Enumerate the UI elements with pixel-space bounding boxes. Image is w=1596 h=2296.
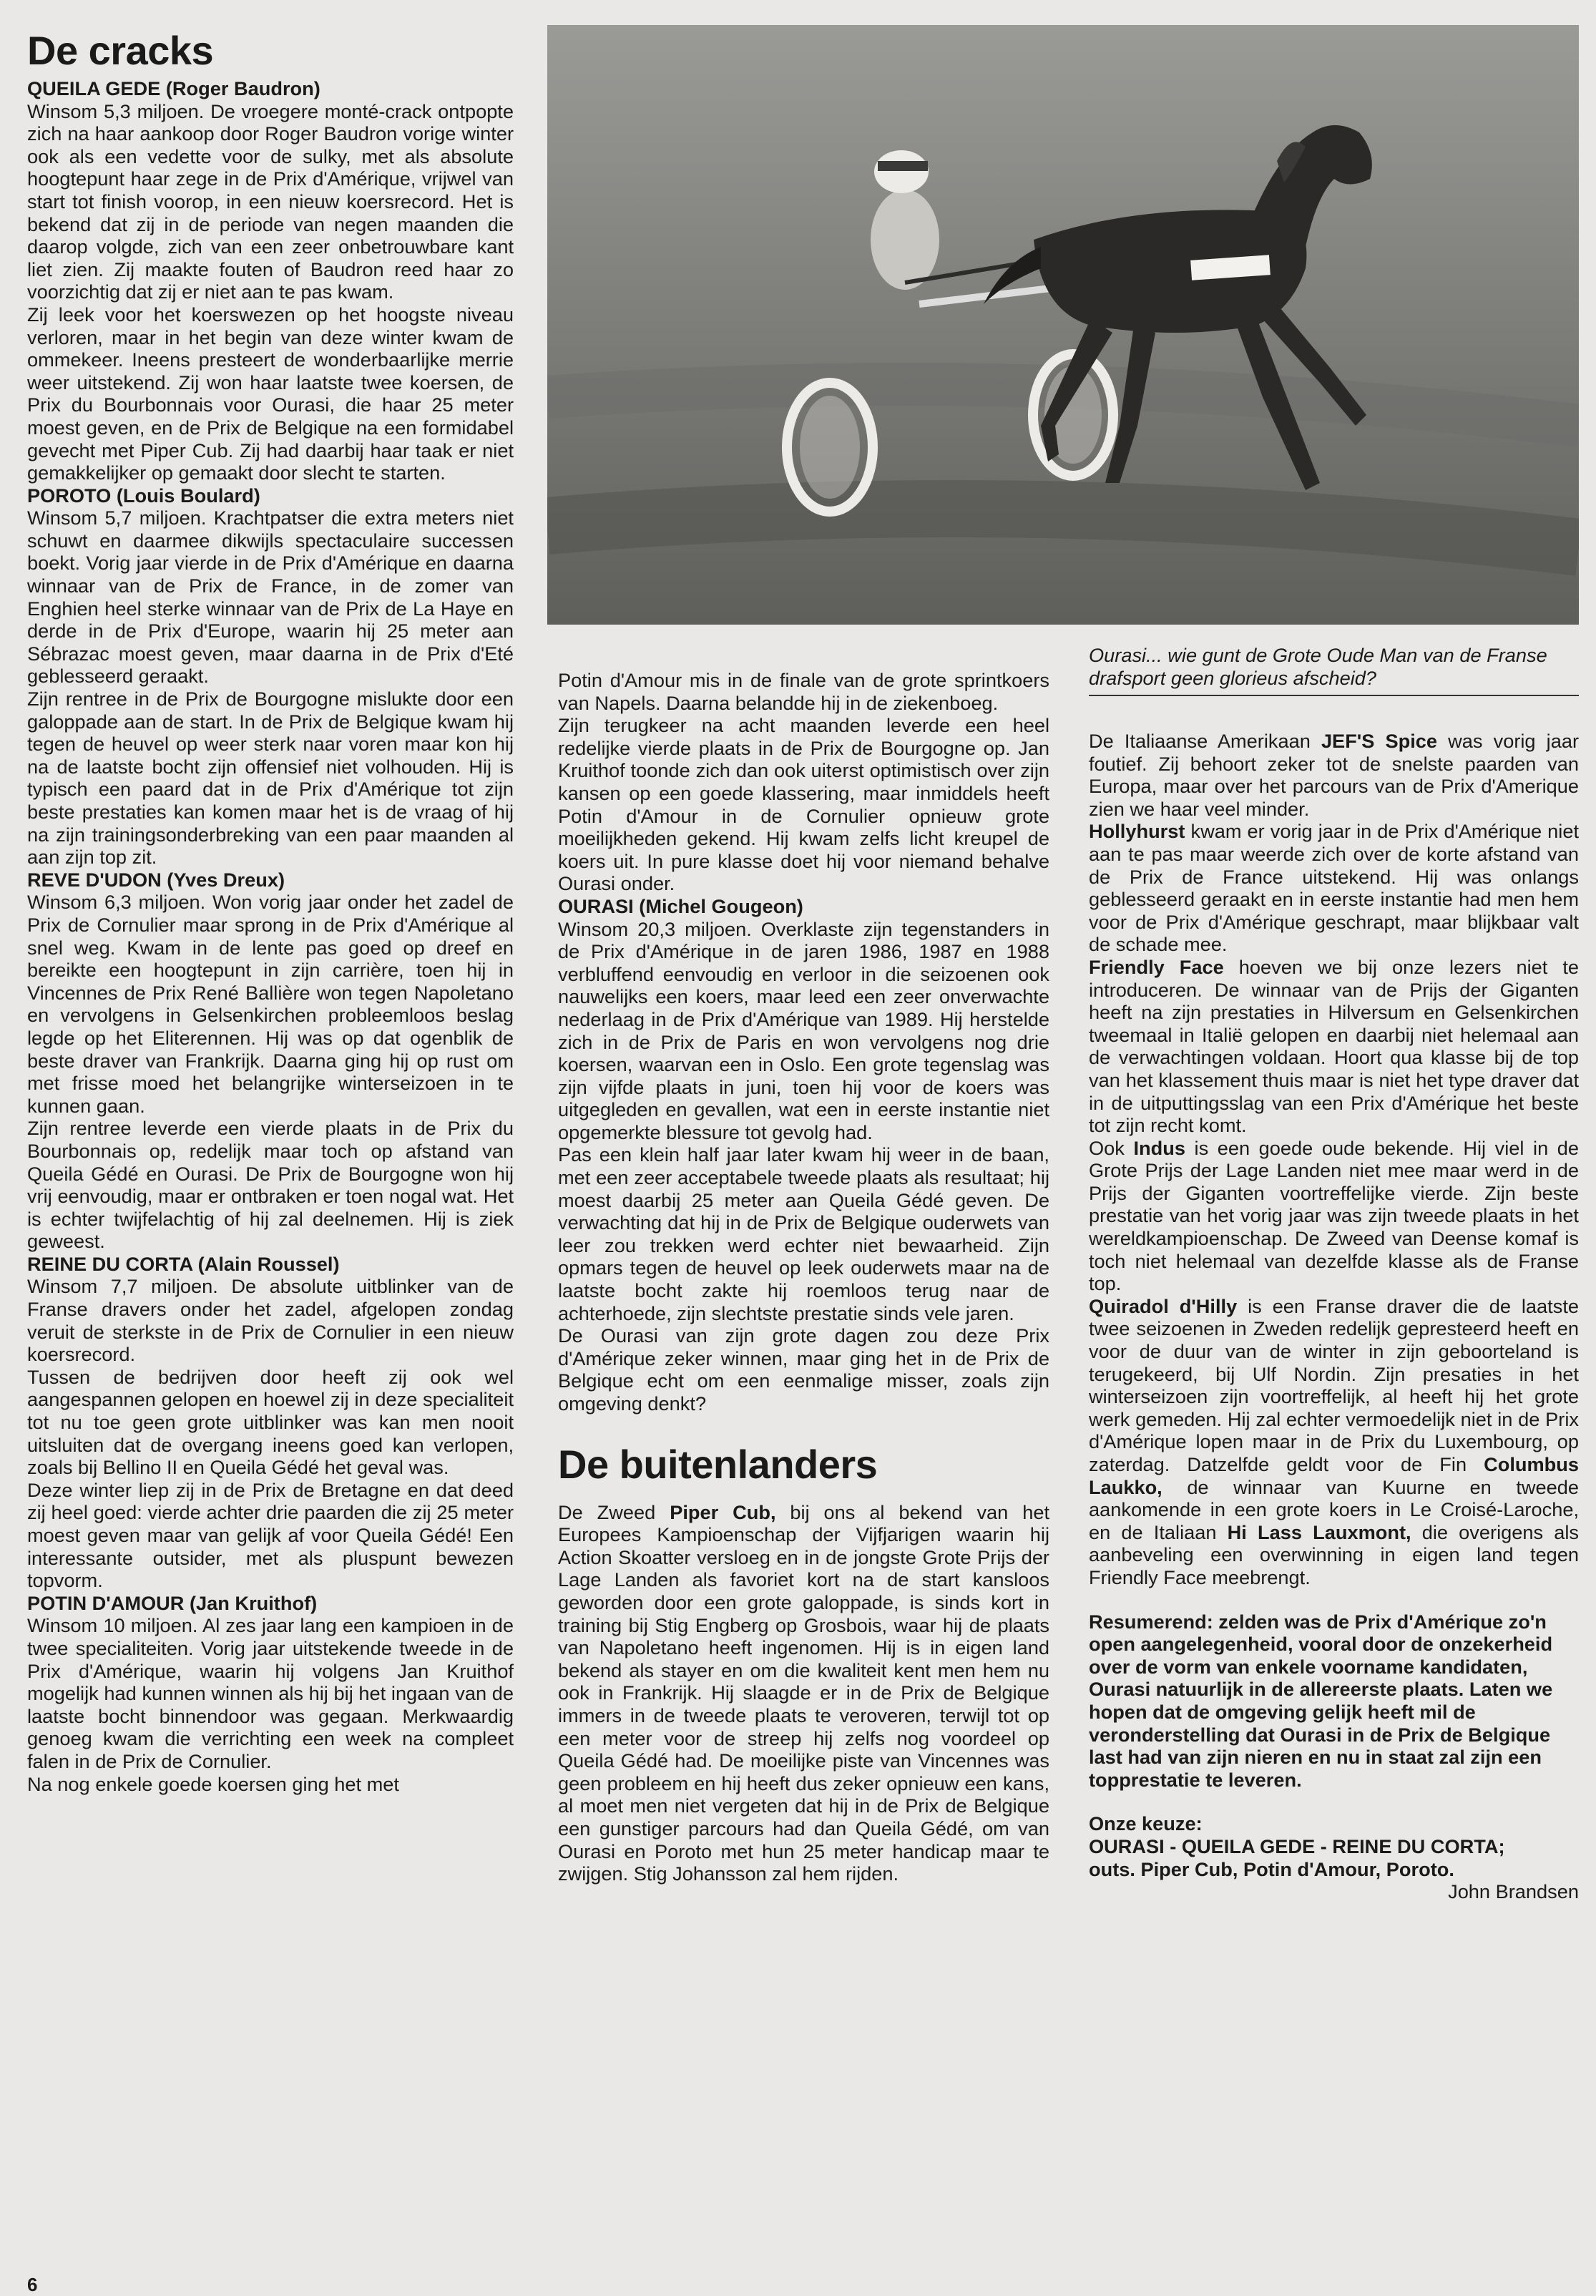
paragraph: Pas een klein half jaar later kwam hij weer in de baan, met een zeer acceptabele tweede plaats als resultaat; hij moest daarbij 25 meter aan Queila Gédé geven. De verwachting dat hij in de Prix de Belgique ouderwets van leer zou trekken werd echter niet bewaarheid. Zijn opmars tegen de heuvel op leek ouderwets maar na de laatste bocht zakte hij roemloos terug naar de achterhoede, zijn slechtste prestatie sinds vele jaren. [558,1143,1049,1324]
text: Ook [1089,1136,1134,1159]
paragraph: Winsom 20,3 miljoen. Overklaste zijn tegenstanders in de Prix d'Amérique in de jaren 1986, 1987 en 1988 verbluffend eenvoudig en verloor in die seizoenen ook nauwelijks een koers, maar leed een zeer onverwachte nederlaag in de Prix d'Amérique van 1989. Hij herstelde zich in de Prix de Paris en won vervolgens nog drie koersen, waarvan een in Oslo. Een grote tegenslag was zijn vijfde plaats in juni, toen hij voor de koers was uitgegleden en gevallen, wat een in eerste instantie niet opgemerkte blessure tot gevolg had. [558,917,1049,1143]
paragraph-piper-cub [558,1501,1049,1885]
horse-name: Indus [1133,1136,1185,1159]
text: De Zweed [558,1500,670,1523]
text: die overigens als aanbeveling een overwinning in eigen land tegen Friendly Face meebrengt. [1089,1520,1579,1588]
heading-poroto: POROTO (Louis Boulard) [27,484,260,507]
horse-name: Friendly Face [1089,955,1224,978]
choice-label: Onze keuze: [1089,1812,1203,1835]
photo-caption: Ourasi... wie gunt de Grote Oude Man van de Franse drafsport geen glorieus afscheid? [1089,644,1579,696]
paragraph: Winsom 5,3 miljoen. De vroegere monté-crack ontpopte zich na haar aankoop door Roger Baudron vorige winter ook als een vedette voor de sulky, met als absolute hoogtepunt haar zege in de Prix d'Amérique, vrijwel van start tot finish voorop, in een nieuw koersrecord. Het is bekend dat zij in de periode van negen maanden die daarop volgde, zich van een zeer onbetrouwbare kant liet zien. Zij maakte fouten of Baudron reed haar zo voorzichtig dat zij er niet aan te pas kwam. [27,99,514,303]
paragraph: De Ourasi van zijn grote dagen zou deze Prix d'Amérique zeker winnen, maar ging het in de Prix de Belgique echt om een eenmalige misser, zoals zijn omgeving denkt? [558,1324,1049,1415]
author-signature: John Brandsen [1448,1880,1579,1903]
paragraph-quiradol [1089,1295,1579,1589]
paragraph: Zijn rentree leverde een vierde plaats in de Prix du Bourbonnais op, redelijk maar toch op afstand van Queila Gédé en Ourasi. De Prix de Bourgogne won hij vrij eenvoudig, maar er ontbraken er toen nogal wat. Het is echter twijfelachtig of hij zal deelnemen. Hij is ziek geweest. [27,1117,514,1253]
section-title-buitenlanders: De buitenlanders [558,1441,878,1487]
horse-name: Piper Cub, [670,1500,776,1523]
horse-name: Columbus Laukko, [1089,1453,1579,1498]
paragraph: Zij leek voor het koerswezen op het hoogste niveau verloren, maar in het begin van deze winter kwam de ommekeer. Ineens presteert de wonderbaarlijke merrie weer uitstekend. Zij won haar laatste twee koersen, de Prix du Bourbonnais voor Ourasi, die haar 25 meter moest geven, en de Prix de Belgique na een formidabel gevecht met Piper Cub. Zij had daarbij haar taak er niet gemakkelijker op gemaakt door slecht te starten. [27,303,514,484]
choice-outsiders: outs. Piper Cub, Potin d'Amour, Poroto. [1089,1857,1454,1880]
paragraph: Tussen de bedrijven door heeft zij ook wel aangespannen gelopen en hoewel zij in deze specialiteit tot nu toe geen grote uitblinker was kan men nooit uitsluiten dat de overgang ineens goed kan verlopen, zoals bij Bellino II en Queila Gédé het geval was. [27,1365,514,1479]
paragraph: Winsom 6,3 miljoen. Won vorig jaar onder het zadel de Prix de Cornulier maar sprong in de Prix d'Amérique al snel weg. Kwam in de lente pas goed op dreef en bereikte een hoogtepunt in zijn carrière, toen hij in Vincennes de Prix René Ballière won tegen Napoletano en vervolgens in Gelsenkirchen probleemloos beslag legde op het Eliterennen. Hij was op dat ogenblik de beste draver van Frankrijk. Daarna ging hij op rust om met frisse moed het belangrijke winterseizoen in te kunnen gaan. [27,891,514,1117]
text: hoeven we bij onze lezers niet te introduceren. De winnaar van de Prijs der Giganten heeft na zijn prestaties in Hilversum en Gelsenkirchen tweemaal in Italië gelopen en daarbij niet helemaal aan de verwachtingen voldaan. Hoort qua klasse bij de top van het klassement thuis maar is niet het type draver dat in de uitputtingsslag van een Prix d'Amérique het beste tot zijn recht komt. [1089,955,1580,1137]
choice-main: OURASI - QUEILA GEDE - REINE DU CORTA; [1089,1835,1505,1857]
paragraph: Winsom 5,7 miljoen. Krachtpatser die extra meters niet schuwt en daarmee dikwijls spectaculaire successen boekt. Vorig jaar vierde in de Prix d'Amérique en daarna winnaar van de Prix de France, in de zomer van Enghien heel sterke winnaar van de Prix de La Haye en derde in de Prix d'Europe, waarin hij 25 meter aan Sébrazac moest geven, maar daarna in de Prix d'Eté geblesseerd geraakt. [27,507,514,688]
text: kwam er vorig jaar in de Prix d'Amérique niet aan te pas maar weerde zich over de korte afstand van de Prix de France uitstekend. Hij was onlangs geblesseerd geraakt en in eerste instantie had men hem voor de Prix d'Amérique geschrapt, maar blijkbaar valt de schade mee. [1089,820,1579,956]
horse-name: Hollyhurst [1089,820,1185,843]
paragraph: Winsom 7,7 miljoen. De absolute uitblinker van de Franse dravers onder het zadel, afgelopen zondag veruit de sterkste in de Prix de Cornulier in een nieuw koersrecord. [27,1275,514,1366]
text: bij ons al bekend van het Europees Kampioenschap der Vijfjarigen waarin hij Action Skoatter versloeg en in de jongste Grote Prijs der Lage Landen als favoriet kort na de start kansloos geworden door een grote galoppade, is sinds kort in training bij Stig Engberg op Grosbois, waar hij de plaats van Napoletano heeft ingenomen. Hij is in eigen land bekend als stayer en om die kwaliteit kent men hem nu ook in Frankrijk. Hij slaagde er in de Prix de Belgique immers in de tweede plaats te veroveren, terwijl tot op een meter voor de streep hij zelfs nog voordeel op Queila Gédé had. De moeilijke piste van Vincennes was geen probleem en hij heeft dus zeker opnieuw een kans, al moet men niet vergeten dat hij in de Prix de Belgique een gunstiger parcours had dan Queila Gédé, om van Ourasi en Poroto met hun 25 meter handicap maar te zwijgen. Stig Johansson zal hem rijden. [558,1500,1049,1885]
horse-name: Hi Lass Lauxmont, [1227,1520,1411,1543]
text: is een goede oude bekende. Hij viel in de Grote Prijs der Lage Landen niet mee maar werd in de Prijs der Giganten voortreffelijke vierde. Zijn beste prestatie van het vorig jaar was zijn tweede plaats in het wereldkampioenschap. De Zweed van Deense komaf is toch niet helemaal van dezelfde klasse als de Franse top. [1089,1136,1580,1295]
horse-name: JEF'S Spice [1321,730,1438,752]
paragraph: Potin d'Amour mis in de finale van de grote sprintkoers van Napels. Daarna belandde hij in de ziekenboeg. [558,669,1049,714]
heading-ourasi: OURASI (Michel Gougeon) [558,894,803,917]
page-number: 6 [27,2274,38,2295]
paragraph: Deze winter liep zij in de Prix de Bretagne en dat deed zij heel goed: vierde achter drie paarden die zij 25 meter moest geven maar van gelijk af voor Queila Gédé! Een interessante outsider, met als pluspunt bewezen topvorm. [27,1478,514,1592]
text: De Italiaanse Amerikaan [1089,730,1321,752]
heading-reine: REINE DU CORTA (Alain Roussel) [27,1252,340,1275]
text: was vorig jaar foutief. Zij behoort zeker tot de snelste paarden van Europa, maar over het parcours van de Prix d'Amerique zien we haar veel minder. [1089,730,1579,820]
paragraph: Na nog enkele goede koersen ging het met [27,1772,399,1795]
paragraph: Zijn rentree in de Prix de Bourgogne mislukte door een galoppade aan de start. In de Prix de Belgique kwam hij tegen de heuvel op weer sterk naar voren maar kon hij na de laatste bocht zijn offensief niet volhouden. Hij is typisch een paard dat in de Prix d'Amérique tot zijn beste prestaties kan komen maar het is de vraag of hij na zijn trainingsonderbreking van een paar maanden al aan zijn top zit. [27,688,514,869]
heading-reve: REVE D'UDON (Yves Dreux) [27,868,285,891]
heading-potin: POTIN D'AMOUR (Jan Kruithof) [27,1591,318,1614]
paragraph-jefs-spice [1089,730,1579,820]
paragraph-indus [1089,1137,1579,1295]
column-left [27,29,514,1795]
paragraph-hollyhurst [1089,820,1579,956]
heading-queila: QUEILA GEDE (Roger Baudron) [27,77,320,99]
text: is een Franse draver die de laatste twee seizoenen in Zweden redelijk gepresteerd heeft en voor de duur van de winter in zijn geboorteland is terugekeerd, bij Ulf Nordin. Zijn presaties in het winterseizoen zijn voortreffelijk, al heeft hij het grote werk gemeden. Hij zal echter vermoedelijk niet in de Prix d'Amérique lopen maar in de Prix du Luxembourg, op zaterdag. Datzelfde geldt voor de Fin [1089,1294,1579,1475]
paragraph-friendly-face [1089,956,1579,1137]
paragraph: Winsom 10 miljoen. Al zes jaar lang een kampioen in de twee specialiteiten. Vorig jaar uitstekende tweede in de Prix d'Amérique, waarin hij volgens Jan Kruithof mogelijk had kunnen winnen als hij bij het ingaan van de laatste bocht binnendoor was gegaan. Merkwaardig genoeg kwam die verrichting een week na compleet falen in de Prix de Cornulier. [27,1614,514,1772]
summary-paragraph: Resumerend: zelden was de Prix d'Amérique zo'n open aangelegenheid, vooral door de onzekerheid over de vorm van enkele voorname kandidaten, Ourasi natuurlijk in de allereerste plaats. Laten we hopen dat de omgeving gelijk heeft mil de veronderstelling dat Ourasi in de Prix de Belgique last had van zijn nieren en nu in staat zal zijn een topprestatie te leveren. [1089,1610,1553,1791]
paragraph: Zijn terugkeer na acht maanden leverde een heel redelijke vierde plaats in de Prix de Bourgogne op. Jan Kruithof toonde zich dan ook uiterst optimistisch over zijn kansen op een goede klassering, maar inmiddels heeft Potin d'Amour in de Cornulier opnieuw grote moeilijkheden gekend. Hij kwam zelfs licht kreupel de koers uit. In pure klasse doet hij voor niemand behalve Ourasi onder. [558,714,1049,895]
section-title-cracks: De cracks [27,28,214,73]
trotter-sulky-illustration [547,25,1579,625]
horse-name: Quiradol d'Hilly [1089,1294,1238,1317]
column-middle [558,669,1049,1885]
text: de winnaar van Kuurne en tweede aankomende in een grote koers in Le Croisé-Laroche, en de Italiaan [1089,1475,1579,1543]
harness-racing-photo [547,25,1579,625]
column-right [1089,730,1579,1903]
